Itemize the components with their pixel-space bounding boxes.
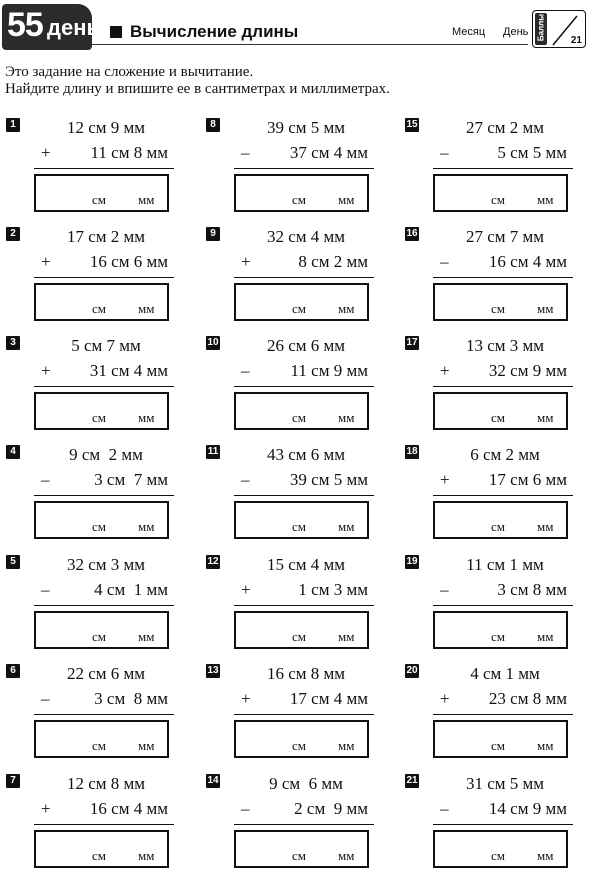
- unit-cm: см: [491, 738, 505, 753]
- problem-number: 5: [6, 555, 20, 569]
- unit-cm: см: [92, 301, 106, 316]
- answer-box[interactable]: [234, 611, 369, 649]
- problem-card: [206, 118, 396, 218]
- answer-box[interactable]: [433, 611, 568, 649]
- unit-mm: мм: [537, 192, 554, 207]
- day-badge: [2, 4, 101, 50]
- problem-card: [405, 664, 591, 764]
- problem-card: [405, 555, 591, 655]
- problem-second-term: 5 см 5 мм: [497, 143, 567, 162]
- page-title-text: Вычисление длины: [130, 22, 299, 41]
- problem-card: [405, 118, 591, 218]
- unit-mm: мм: [537, 410, 554, 425]
- problem-first-term: 27 см 7 мм: [465, 227, 545, 246]
- problem-number: 11: [207, 446, 219, 457]
- page-header: [0, 0, 591, 56]
- problem-operator: +: [241, 580, 251, 599]
- problem-operator: –: [440, 143, 449, 162]
- problem-card: [6, 118, 196, 218]
- title-square-icon: [110, 26, 122, 38]
- problem-second-term: 1 см 3 мм: [298, 580, 368, 599]
- unit-cm: см: [92, 738, 106, 753]
- sum-rule: [34, 277, 174, 278]
- unit-mm: мм: [537, 519, 554, 534]
- answer-box[interactable]: [234, 283, 369, 321]
- unit-cm: см: [491, 848, 505, 863]
- problem-second-term: 3 см 7 мм: [94, 470, 168, 489]
- sum-rule: [433, 495, 573, 496]
- problem-operator: +: [41, 143, 51, 162]
- problem-first-term: 9 см 6 мм: [269, 774, 343, 793]
- answer-box[interactable]: [34, 830, 169, 868]
- unit-mm: мм: [138, 629, 155, 644]
- problem-first-term: 39 см 5 мм: [266, 118, 346, 137]
- header-rule: [92, 44, 528, 45]
- problem-operator: +: [440, 470, 450, 489]
- problem-card: [6, 227, 196, 327]
- problem-operator: –: [241, 799, 250, 818]
- problem-number: 16: [406, 228, 418, 239]
- answer-box[interactable]: [433, 501, 568, 539]
- unit-mm: мм: [138, 848, 155, 863]
- problem-first-term: 32 см 3 мм: [66, 555, 146, 574]
- problem-second-term: 3 см 8 мм: [94, 689, 168, 708]
- sum-rule: [433, 605, 573, 606]
- problem-second-term: 17 см 4 мм: [289, 689, 368, 708]
- problem-first-term: 31 см 5 мм: [465, 774, 545, 793]
- unit-mm: мм: [338, 848, 355, 863]
- answer-box[interactable]: [34, 283, 169, 321]
- unit-cm: см: [491, 629, 505, 644]
- unit-cm: см: [491, 410, 505, 425]
- problem-first-term: 27 см 2 мм: [465, 118, 545, 137]
- unit-cm: см: [292, 192, 306, 207]
- problem-card: [206, 774, 396, 874]
- problem-card: [206, 227, 396, 327]
- problem-first-term: 11 см 1 мм: [466, 555, 544, 574]
- problem-card: [405, 445, 591, 545]
- problem-first-term: 32 см 4 мм: [266, 227, 346, 246]
- unit-cm: см: [491, 519, 505, 534]
- unit-cm: см: [292, 629, 306, 644]
- problem-operator: –: [241, 143, 250, 162]
- sum-rule: [234, 714, 374, 715]
- problem-first-term: 12 см 9 мм: [66, 118, 146, 137]
- problem-card: [6, 336, 196, 436]
- problem-operator: –: [41, 470, 50, 489]
- problem-card: [6, 664, 196, 764]
- problem-first-term: 12 см 8 мм: [66, 774, 146, 793]
- sum-rule: [34, 824, 174, 825]
- unit-cm: см: [292, 519, 306, 534]
- problem-number: 21: [406, 775, 418, 786]
- problem-operator: +: [41, 799, 51, 818]
- unit-mm: мм: [338, 192, 355, 207]
- problem-number: 12: [207, 556, 219, 567]
- problem-second-term: 8 см 2 мм: [298, 252, 368, 271]
- problem-card: [6, 555, 196, 655]
- unit-mm: мм: [138, 738, 155, 753]
- unit-mm: мм: [338, 519, 355, 534]
- answer-box[interactable]: [234, 720, 369, 758]
- problem-first-term: 26 см 6 мм: [266, 336, 346, 355]
- problem-second-term: 14 см 9 мм: [488, 799, 567, 818]
- answer-box[interactable]: [433, 283, 568, 321]
- problem-first-term: 6 см 2 мм: [470, 445, 540, 464]
- problem-card: [405, 774, 591, 874]
- problem-number: 3: [6, 336, 20, 350]
- problem-second-term: 39 см 5 мм: [289, 470, 368, 489]
- sum-rule: [34, 605, 174, 606]
- problem-first-term: 13 см 3 мм: [465, 336, 545, 355]
- sum-rule: [234, 495, 374, 496]
- problem-first-term: 4 см 1 мм: [470, 664, 540, 683]
- unit-mm: мм: [537, 301, 554, 316]
- score-box[interactable]: [532, 10, 586, 48]
- problem-second-term: 16 см 6 мм: [89, 252, 168, 271]
- unit-cm: см: [292, 848, 306, 863]
- sum-rule: [34, 714, 174, 715]
- problem-second-term: 11 см 8 мм: [90, 143, 168, 162]
- answer-box[interactable]: [234, 501, 369, 539]
- unit-cm: см: [92, 629, 106, 644]
- unit-cm: см: [92, 192, 106, 207]
- answer-box[interactable]: [34, 392, 169, 430]
- sum-rule: [234, 605, 374, 606]
- answer-box[interactable]: [234, 174, 369, 212]
- problem-number: 15: [406, 119, 418, 130]
- problem-number: 7: [6, 774, 20, 788]
- problem-second-term: 11 см 9 мм: [290, 361, 368, 380]
- problem-second-term: 2 см 9 мм: [294, 799, 368, 818]
- answer-box[interactable]: [34, 174, 169, 212]
- sum-rule: [234, 386, 374, 387]
- problem-card: [206, 664, 396, 764]
- page-title: [110, 22, 298, 42]
- problem-second-term: 32 см 9 мм: [488, 361, 567, 380]
- sum-rule: [234, 277, 374, 278]
- problem-operator: –: [41, 580, 50, 599]
- unit-mm: мм: [537, 629, 554, 644]
- problem-number: 6: [6, 664, 20, 678]
- unit-mm: мм: [138, 192, 155, 207]
- unit-cm: см: [491, 192, 505, 207]
- sum-rule: [34, 386, 174, 387]
- problem-first-term: 15 см 4 мм: [266, 555, 346, 574]
- sum-rule: [34, 495, 174, 496]
- unit-mm: мм: [138, 301, 155, 316]
- sum-rule: [34, 168, 174, 169]
- answer-box[interactable]: [433, 720, 568, 758]
- problem-second-term: 3 см 8 мм: [497, 580, 567, 599]
- unit-mm: мм: [138, 410, 155, 425]
- day-number: 55: [7, 6, 43, 44]
- unit-mm: мм: [537, 848, 554, 863]
- answer-box[interactable]: [433, 830, 568, 868]
- problem-second-term: 16 см 4 мм: [488, 252, 567, 271]
- unit-cm: см: [491, 301, 505, 316]
- day-label: День: [503, 26, 529, 38]
- unit-cm: см: [292, 738, 306, 753]
- problem-second-term: 31 см 4 мм: [89, 361, 168, 380]
- unit-cm: см: [92, 410, 106, 425]
- problem-number: 4: [6, 445, 20, 459]
- problem-first-term: 17 см 2 мм: [66, 227, 146, 246]
- problem-operator: –: [241, 470, 250, 489]
- problem-first-term: 5 см 7 мм: [71, 336, 141, 355]
- sum-rule: [433, 824, 573, 825]
- problem-number: 17: [406, 337, 418, 348]
- problem-card: [6, 445, 196, 545]
- problem-number: 8: [206, 118, 220, 132]
- answer-box[interactable]: [34, 720, 169, 758]
- unit-cm: см: [292, 410, 306, 425]
- problem-first-term: 22 см 6 мм: [66, 664, 146, 683]
- instructions-line-2: Найдите длину и впишите ее в сантиметрах и миллиметрах.: [5, 81, 390, 97]
- problem-card: [6, 774, 196, 874]
- day-word: день: [47, 15, 101, 40]
- unit-mm: мм: [138, 519, 155, 534]
- instructions: [5, 64, 390, 98]
- problem-card: [206, 445, 396, 545]
- sum-rule: [433, 277, 573, 278]
- problem-operator: +: [440, 689, 450, 708]
- unit-mm: мм: [338, 738, 355, 753]
- problem-second-term: 4 см 1 мм: [94, 580, 168, 599]
- problem-operator: +: [41, 361, 51, 380]
- problem-first-term: 9 см 2 мм: [69, 445, 143, 464]
- problem-number: 20: [406, 665, 418, 676]
- problem-number: 18: [406, 446, 418, 457]
- sum-rule: [433, 168, 573, 169]
- problem-second-term: 17 см 6 мм: [488, 470, 567, 489]
- instructions-line-1: Это задание на сложение и вычитание.: [5, 64, 254, 80]
- problem-number: 1: [6, 118, 20, 132]
- problem-operator: –: [440, 252, 449, 271]
- sum-rule: [433, 386, 573, 387]
- unit-cm: см: [92, 848, 106, 863]
- unit-mm: мм: [338, 410, 355, 425]
- problem-operator: –: [440, 799, 449, 818]
- answer-box[interactable]: [234, 392, 369, 430]
- problem-card: [405, 336, 591, 436]
- month-label: Месяц: [452, 26, 486, 38]
- problem-number: 10: [207, 337, 219, 348]
- problem-number: 9: [206, 227, 220, 241]
- sum-rule: [234, 824, 374, 825]
- problem-operator: –: [241, 361, 250, 380]
- score-label: Баллы: [536, 13, 546, 42]
- problem-operator: +: [241, 252, 251, 271]
- problem-operator: +: [440, 361, 450, 380]
- problem-card: [405, 227, 591, 327]
- sum-rule: [234, 168, 374, 169]
- problem-card: [206, 555, 396, 655]
- problem-operator: –: [41, 689, 50, 708]
- problem-second-term: 23 см 8 мм: [488, 689, 567, 708]
- unit-cm: см: [292, 301, 306, 316]
- unit-mm: мм: [537, 738, 554, 753]
- problem-number: 19: [406, 556, 418, 567]
- problem-number: 14: [207, 775, 219, 786]
- score-total: 21: [570, 35, 582, 46]
- answer-box[interactable]: [234, 830, 369, 868]
- unit-mm: мм: [338, 301, 355, 316]
- unit-mm: мм: [338, 629, 355, 644]
- answer-box[interactable]: [433, 174, 568, 212]
- answer-box[interactable]: [34, 611, 169, 649]
- sum-rule: [433, 714, 573, 715]
- problem-operator: +: [241, 689, 251, 708]
- unit-cm: см: [92, 519, 106, 534]
- problem-second-term: 16 см 4 мм: [89, 799, 168, 818]
- score-tab: [535, 13, 547, 45]
- answer-box[interactable]: [34, 501, 169, 539]
- problem-operator: –: [440, 580, 449, 599]
- problem-number: 13: [207, 665, 219, 676]
- problem-operator: +: [41, 252, 51, 271]
- problem-second-term: 37 см 4 мм: [289, 143, 368, 162]
- problem-first-term: 16 см 8 мм: [266, 664, 346, 683]
- answer-box[interactable]: [433, 392, 568, 430]
- problem-card: [206, 336, 396, 436]
- problem-number: 2: [6, 227, 20, 241]
- problem-first-term: 43 см 6 мм: [266, 445, 346, 464]
